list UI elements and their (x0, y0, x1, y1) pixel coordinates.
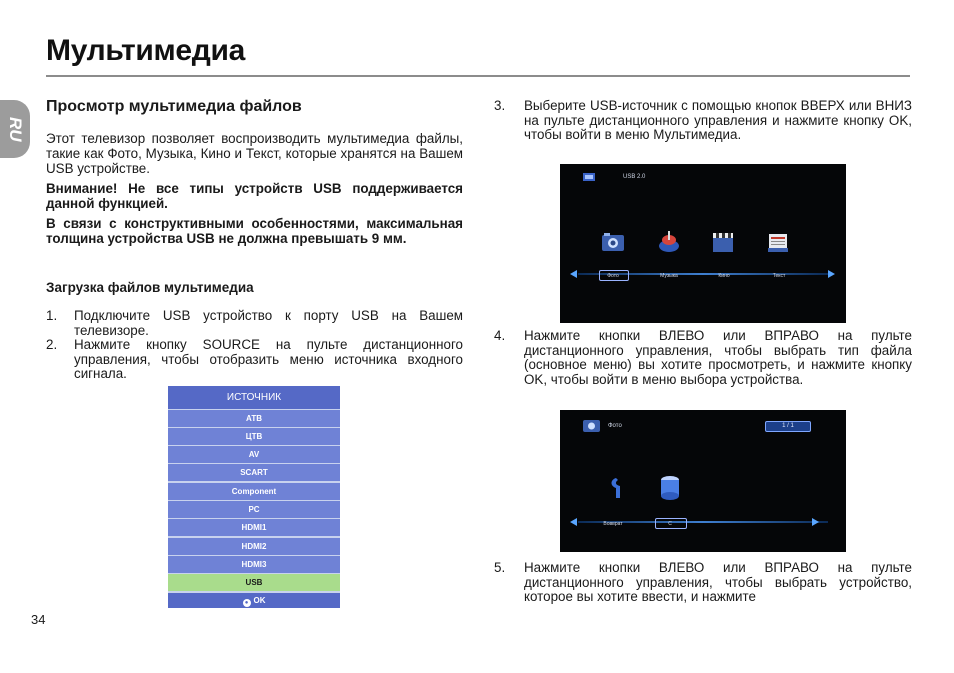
warning-paragraph-2: В связи с конструктивными особенностями, максимальная толщина устройства USB не должна превышать 9 мм. (46, 216, 463, 246)
device-label[interactable]: C (668, 521, 672, 527)
page-number: 34 (31, 612, 46, 627)
screen1-item-photo[interactable]: Фото (607, 273, 619, 279)
step-item (494, 99, 912, 159)
screen1-header: USB 2.0 (623, 174, 646, 180)
intro-paragraph: Этот телевизор позволяет воспроизводить мультимедиа файлы, такие как Фото, Музыка, Кино и Текст, которые хранятся на Вашем USB устройстве. (46, 131, 463, 176)
source-menu (168, 386, 340, 608)
source-item-usb[interactable]: USB (168, 574, 340, 591)
step-item (494, 561, 912, 609)
usb-device-icon (582, 171, 596, 183)
step-item (494, 329, 912, 404)
step-item (46, 338, 463, 383)
photo-icon (582, 417, 602, 433)
step-number: 4. (494, 328, 506, 343)
step-text: Нажмите кнопки ВЛЕВО или ВПРАВО на пульте дистанционного управления, чтобы выбрать тип файла (основное меню) вы хотите просмотреть, и нажмите кнопку OK, чтобы войти в меню выбора устройства. (524, 328, 912, 387)
source-item-atv[interactable]: АТВ (168, 410, 340, 427)
page-indicator (765, 421, 811, 432)
section-heading: Просмотр мультимедиа файлов (46, 98, 302, 115)
source-item-av[interactable]: AV (168, 446, 340, 463)
warning-paragraph-1: Внимание! Не все типы устройств USB поддерживается данной функцией. (46, 181, 463, 211)
source-item-hdmi1[interactable]: HDMI1 (168, 519, 340, 536)
source-item-component[interactable]: Component (168, 483, 340, 500)
arrow-left-icon[interactable] (570, 518, 577, 526)
step-text: Нажмите кнопки ВЛЕВО или ВПРАВО на пульте дистанционного управления, чтобы выбрать устройство, которое вы хотите ввести, и нажмите (524, 560, 912, 604)
movie-icon[interactable] (711, 231, 737, 255)
source-item-pc[interactable]: PC (168, 501, 340, 518)
device-select-screen (560, 410, 846, 552)
arrow-left-icon[interactable] (570, 270, 577, 278)
sub-heading: Загрузка файлов мультимедиа (46, 280, 254, 295)
step-text: Подключите USB устройство к порту USB на Вашем телевизоре. (74, 308, 463, 338)
source-item-hdmi2[interactable]: HDMI2 (168, 538, 340, 555)
music-icon[interactable] (656, 229, 682, 255)
arrow-right-icon[interactable] (828, 270, 835, 278)
storage-device-icon[interactable] (659, 474, 681, 502)
step-number: 3. (494, 98, 506, 113)
step-number: 2. (46, 337, 58, 352)
screen1-item-text[interactable]: Текст (772, 273, 786, 279)
page-indicator-label: 1 / 1 (782, 423, 794, 429)
ok-button-icon: ● (243, 599, 251, 607)
source-menu-footer (168, 593, 340, 608)
return-label[interactable]: Вовврат (603, 521, 623, 527)
arrow-right-icon[interactable] (812, 518, 819, 526)
photo-icon[interactable] (600, 231, 628, 255)
source-menu-header: ИСТОЧНИК (168, 386, 340, 409)
return-icon[interactable] (606, 476, 624, 500)
source-item-dtv[interactable]: ЦТВ (168, 428, 340, 445)
step-text: Нажмите кнопку SOURCE на пульте дистанционного управления, чтобы отобразить меню источника входного сигнала. (74, 337, 463, 381)
screen1-item-music[interactable]: Музыка (660, 273, 678, 279)
screen2-header: Фото (608, 423, 622, 429)
page-title: Мультимедиа (46, 34, 246, 67)
step-item (46, 309, 463, 339)
step-number: 1. (46, 308, 58, 323)
step-number: 5. (494, 560, 506, 575)
multimedia-menu-screen (560, 164, 846, 323)
language-tab-label: RU (6, 117, 25, 142)
source-item-scart[interactable]: SCART (168, 464, 340, 481)
screen1-item-movie[interactable]: Кино (718, 273, 730, 279)
step-text: Выберите USB-источник с помощью кнопок ВВЕРХ или ВНИЗ на пульте дистанционного управления и нажмите кнопку OK, чтобы войти в меню Мультимедиа. (524, 98, 912, 142)
title-divider (46, 75, 910, 77)
language-tab (0, 100, 30, 158)
ok-label: OK (253, 596, 266, 605)
text-icon[interactable] (766, 231, 792, 255)
source-item-hdmi3[interactable]: HDMI3 (168, 556, 340, 573)
